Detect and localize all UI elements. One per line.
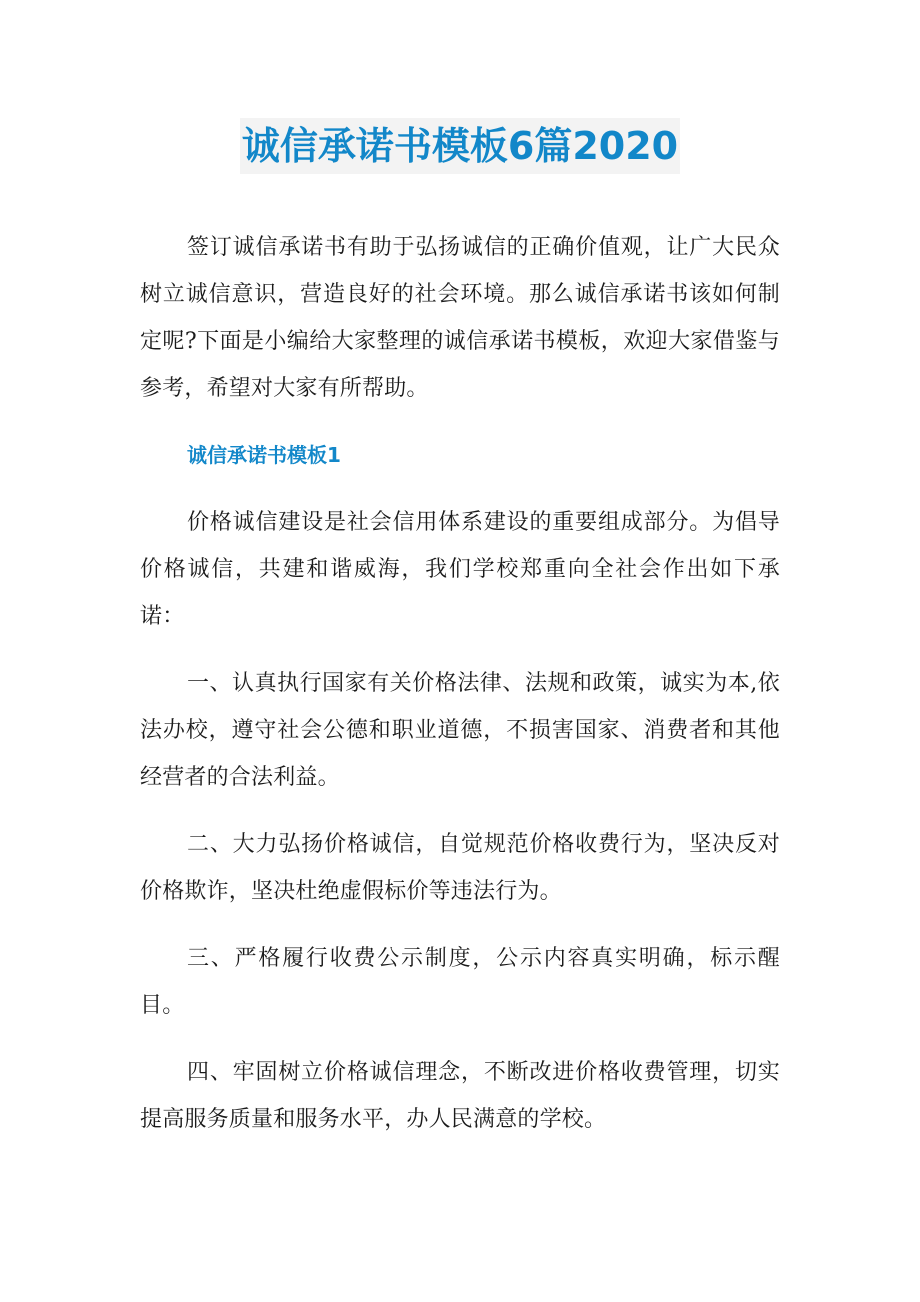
body-paragraph: 二、大力弘扬价格诚信，自觉规范价格收费行为，坚决反对价格欺诈，坚决杜绝虚假标价等违法行为。 <box>140 832 780 904</box>
section-heading: 诚信承诺书模板1 <box>187 443 341 467</box>
document-body <box>140 224 780 1163</box>
body-paragraph: 价格诚信建设是社会信用体系建设的重要组成部分。为倡导价格诚信，共建和谐威海，我们学校郑重向全社会作出如下承诺： <box>140 510 780 629</box>
title-wrapper <box>0 118 920 174</box>
body-paragraph: 三、严格履行收费公示制度，公示内容真实明确，标示醒目。 <box>140 946 780 1018</box>
document-title: 诚信承诺书模板6篇2020 <box>240 118 680 174</box>
body-paragraph: 一、认真执行国家有关价格法律、法规和政策，诚实为本,依法办校，遵守社会公德和职业道德，不损害国家、消费者和其他经营者的合法利益。 <box>140 671 780 790</box>
body-paragraph: 四、牢固树立价格诚信理念，不断改进价格收费管理，切实提高服务质量和服务水平，办人民满意的学校。 <box>140 1060 780 1132</box>
intro-paragraph: 签订诚信承诺书有助于弘扬诚信的正确价值观，让广大民众树立诚信意识，营造良好的社会环境。那么诚信承诺书该如何制定呢?下面是小编给大家整理的诚信承诺书模板，欢迎大家借鉴与参考，希望对大家有所帮助。 <box>140 235 780 401</box>
